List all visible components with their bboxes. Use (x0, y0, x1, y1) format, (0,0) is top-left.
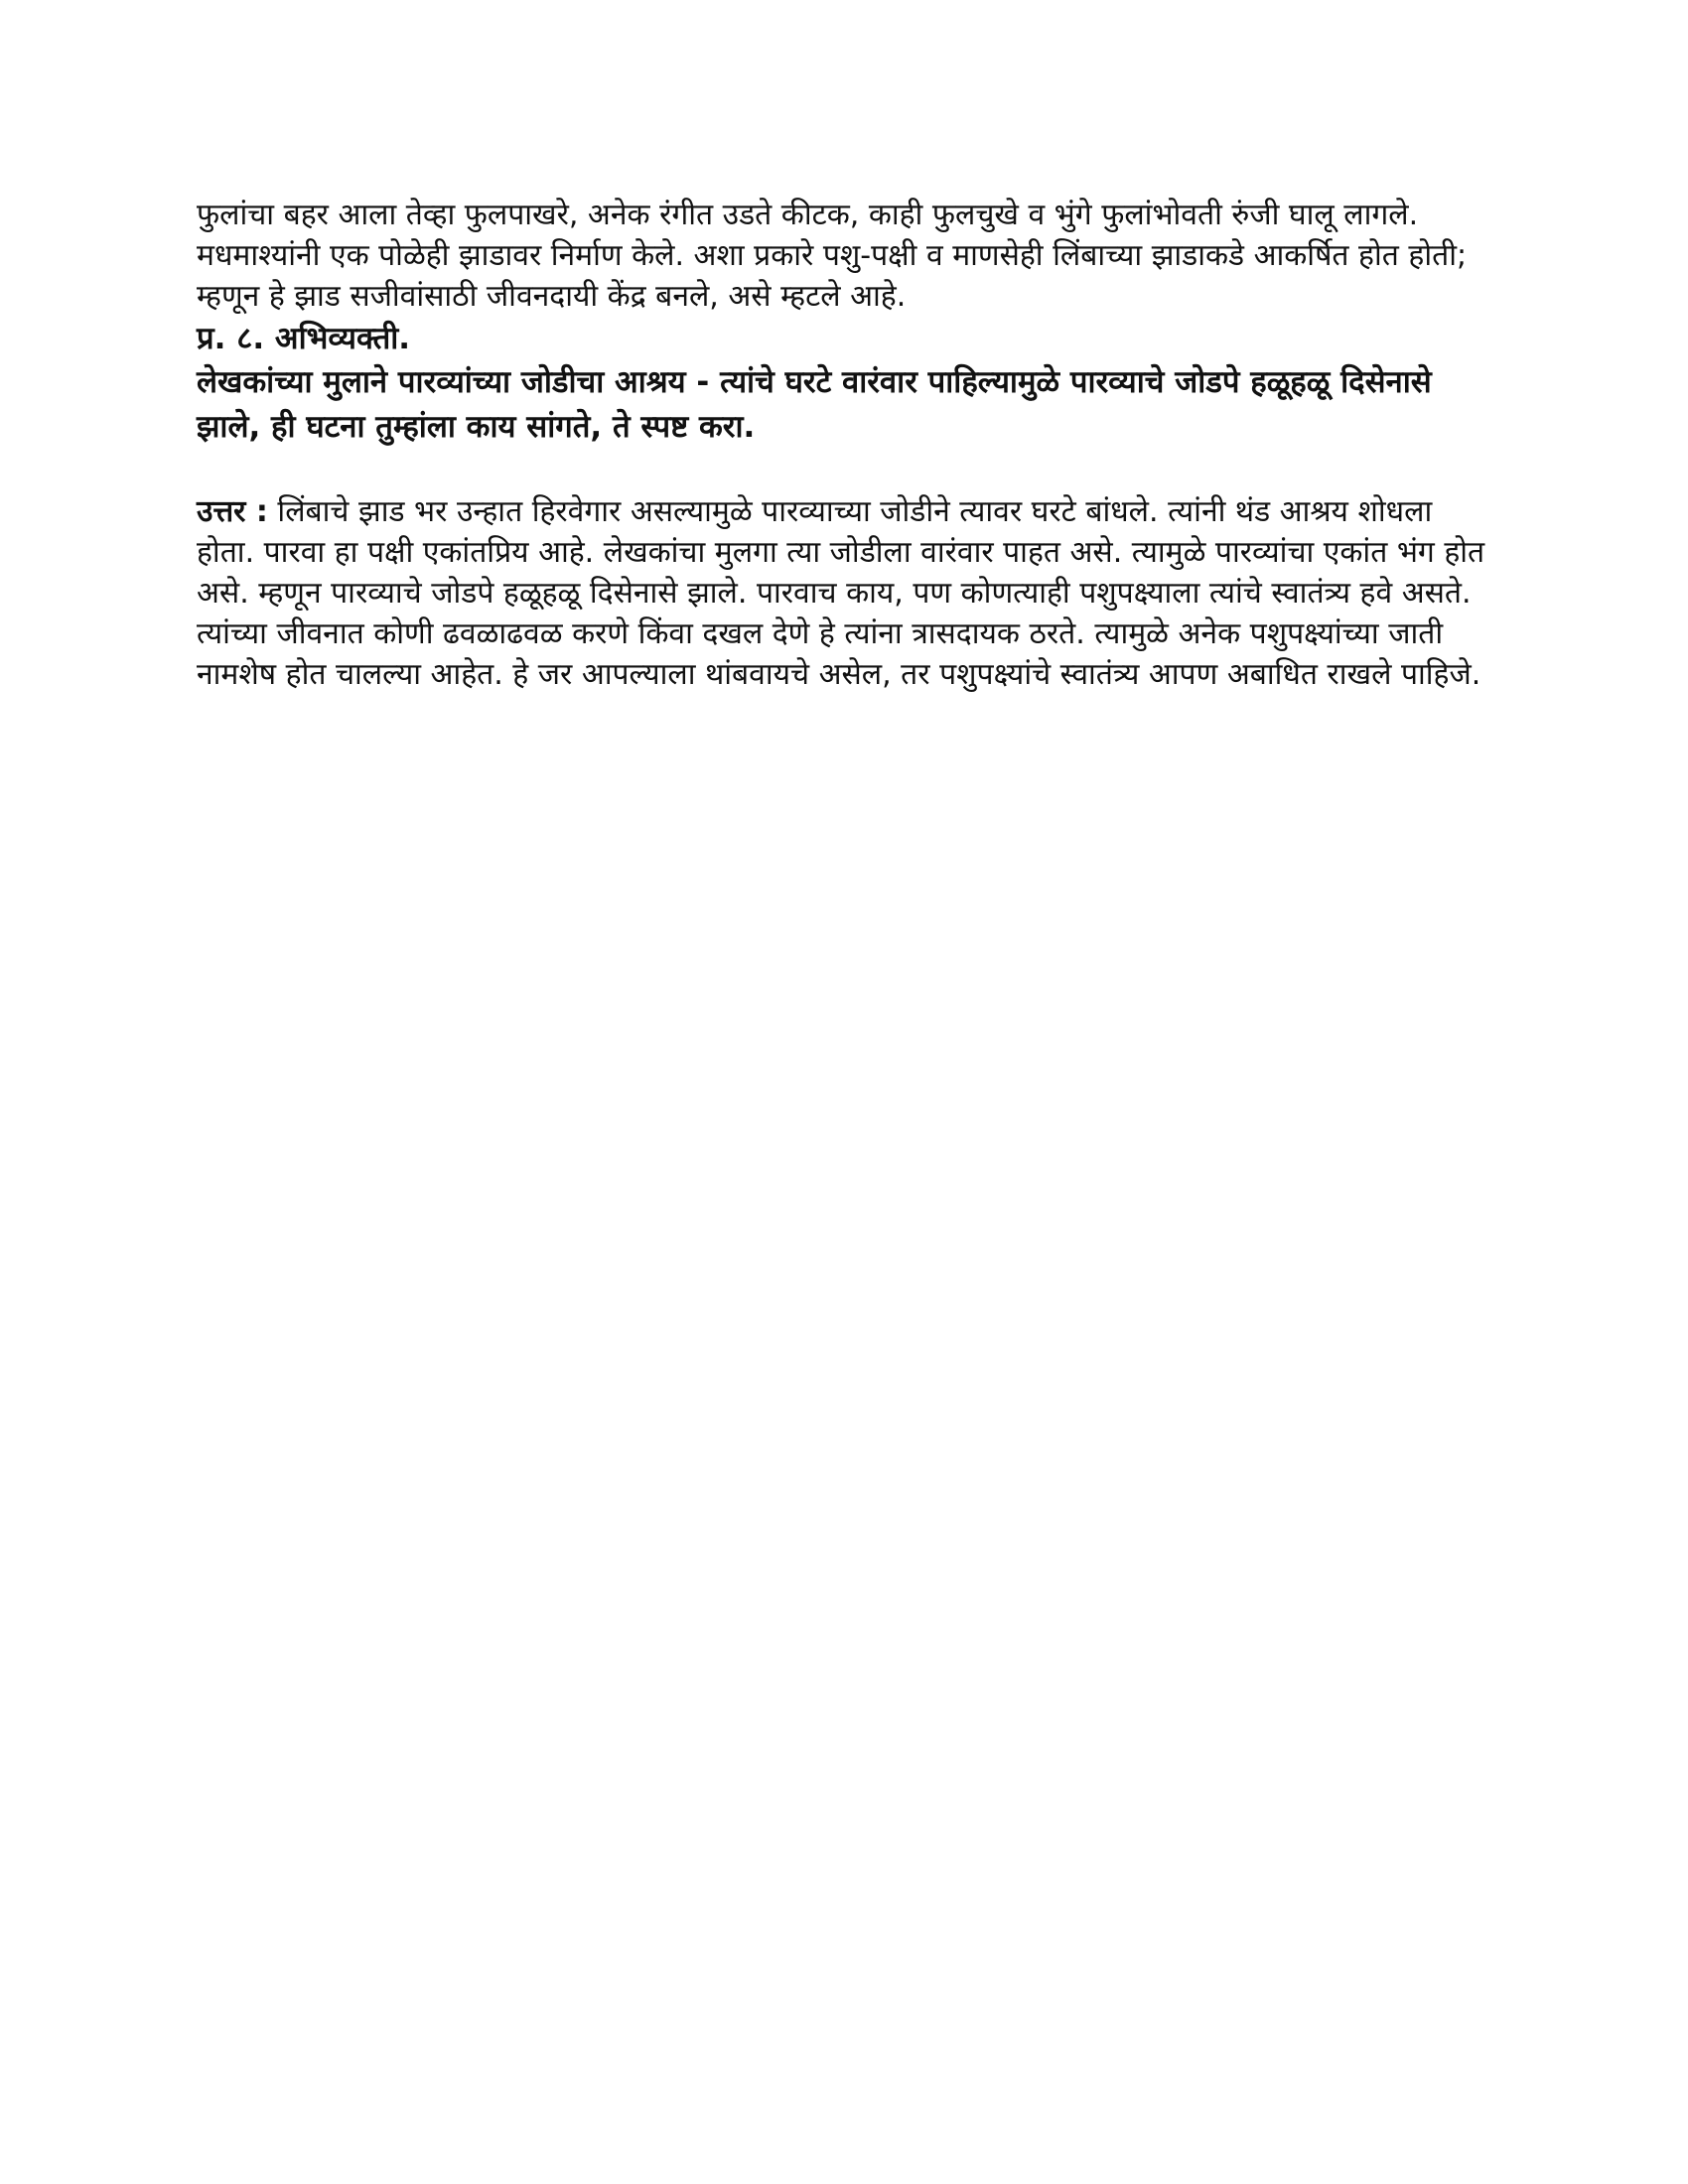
document-page (197, 195, 1487, 695)
answer-paragraph (197, 491, 1487, 695)
answer-label: उत्तर : (197, 494, 268, 529)
question-text: लेखकांच्या मुलाने पारव्यांच्या जोडीचा आश्रय - त्यांचे घरटे वारंवार पाहिल्यामुळे पारव्याचे जोडपे हळूहळू दिसेनासे झाले, ही घटना तुम्हांला काय सांगते, ते स्पष्ट करा. (197, 364, 1432, 445)
intro-paragraph: फुलांचा बहर आला तेव्हा फुलपाखरे, अनेक रंगीत उडते कीटक, काही फुलचुखे व भुंगे फुलांभोवती रुंजी घालू लागले. मधमाश्यांनी एक पोळेही झाडावर निर्माण केले. अशा प्रकारे पशु-पक्षी व माणसेही लिंबाच्या झाडाकडे आकर्षित होत होती; म्हणून हे झाड सजीवांसाठी जीवनदायी केंद्र बनले, असे म्हटले आहे. (197, 198, 1468, 314)
section-heading: प्र. ८. अभिव्यक्ती. (197, 321, 411, 356)
answer-text: लिंबाचे झाड भर उन्हात हिरवेगार असल्यामुळे पारव्याच्या जोडीने त्यावर घरटे बांधले. त्यांनी थंड आश्रय शोधला होता. पारवा हा पक्षी एकांतप्रिय आहे. लेखकांचा मुलगा त्या जोडीला वारंवार पाहत असे. त्यामुळे पारव्यांचा एकांत भंग होत असे. म्हणून पारव्याचे जोडपे हळूहळू दिसेनासे झाले. पारवाच काय, पण कोणत्याही पशुपक्ष्याला त्यांचे स्वातंत्र्य हवे असते. त्यांच्या जीवनात कोणी ढवळाढवळ करणे किंवा दखल देणे हे त्यांना त्रासदायक ठरते. त्यामुळे अनेक पशुपक्ष्यांच्या जाती नामशेष होत चालल्या आहेत. हे जर आपल्याला थांबवायचे असेल, तर पशुपक्ष्यांचे स्वातंत्र्य आपण अबाधित राखले पाहिजे. (197, 494, 1485, 692)
